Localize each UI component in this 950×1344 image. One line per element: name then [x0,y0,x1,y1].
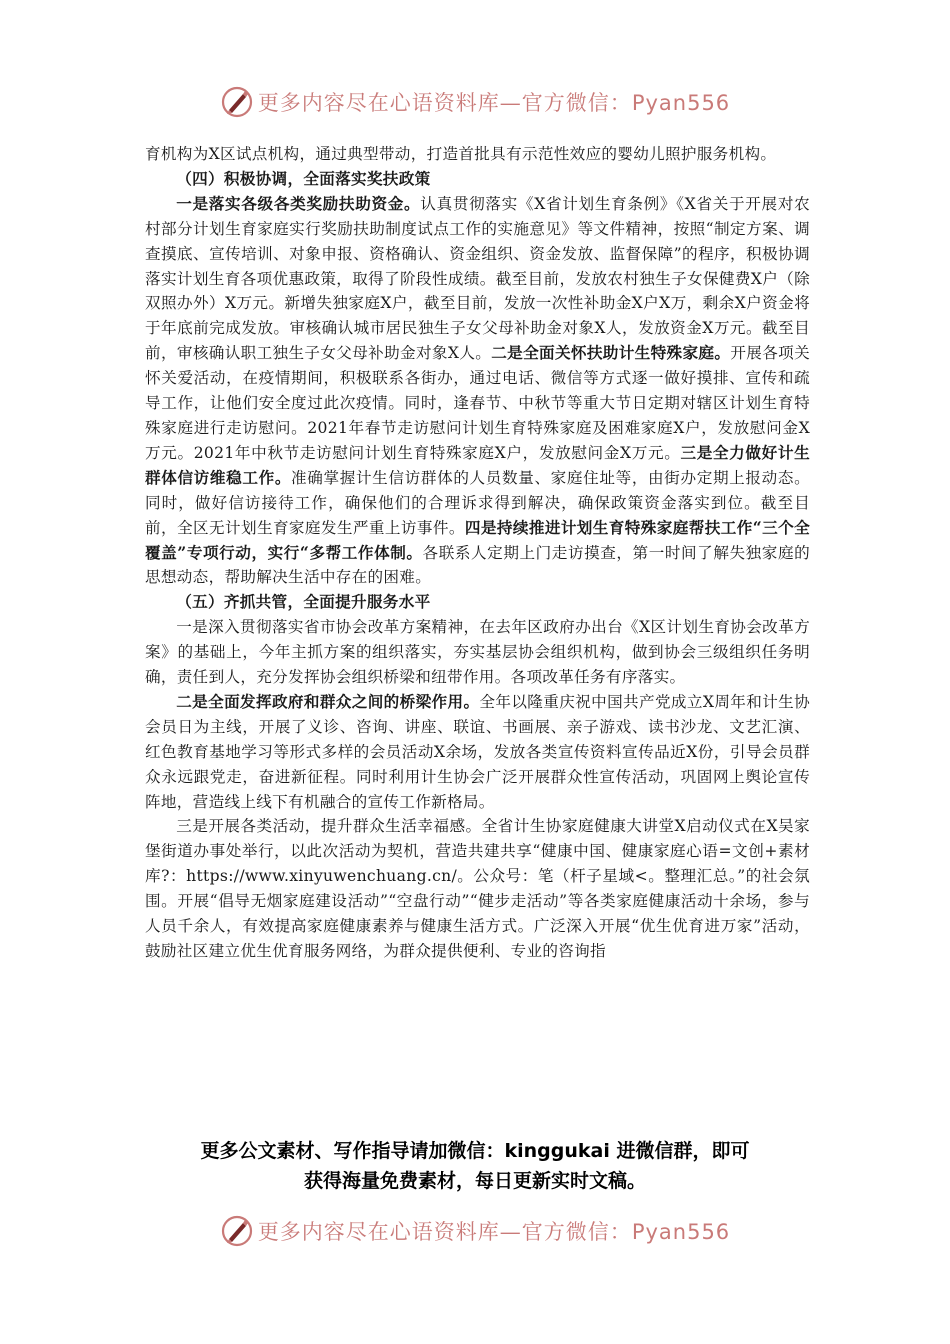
lead-phrase: 四是持续推进计划生育特殊家庭帮扶工作“三个全覆盖”专项行动，实行“多帮工作体制。 [145,517,810,562]
promo-banner [130,1136,820,1196]
paragraph-text: 认真贯彻落实《X省计划生育条例》《X省关于开展对农村部分计划生育家庭实行奖励扶助制度试点工作的实施意见》等文件精神，按照“制定方案、调查摸底、宣传培训、对象申报、资格确认、资金组织、资金发放、监督保障”的程序，积极协调落实计划生育各项优惠政策，取得了阶段性成绩。截至目前，发放农村独生子女保健费X户（除双照办外）X万元。新增失独家庭X户，截至目前，发放一次性补助金X户X万，剩余X户资金将于年底前完成发放。审核确认城市居民独生子女父母补助金对象X人，发放资金X万元。截至目前，审核确认职工独生子女父母补助金对象X人。 [145,194,810,363]
paragraph [145,814,810,963]
paragraph [145,615,810,690]
paragraph-text: 一是深入贯彻落实省市协会改革方案精神，在去年区政府办出台《X区计划生育协会改革方案》的基础上，今年主抓方案的组织落实，夯实基层协会组织机构，做到协会三级组织任务明确，责任到人，充分发挥协会组织桥梁和纽带作用。各项改革任务有序落实。 [145,618,810,687]
section-heading: （五）齐抓共管，全面提升服务水平 [176,592,431,612]
watermark-text: 更多内容尽在心语资料库—官方微信：Pyan556 [257,91,731,115]
lead-phrase: 二是全面关怀扶助计生特殊家庭。 [491,343,731,363]
paragraph-text: 开展各项关怀关爱活动，在疫情期间，积极联系各街办，通过电话、微信等方式逐一做好摸排、宣传和疏导工作，让他们安全度过此次疫情。同时，逢春节、中秋节等重大节日定期对辖区计划生育特殊家庭进行走访慰问。2021年春节走访慰问计划生育特殊家庭及困难家庭X户，发放慰问金X万元。2021年中秋节走访慰问计划生育特殊家庭X户，发放慰问金X万元。 [145,344,810,462]
paragraph: 育机构为X区试点机构，通过典型带动，打造首批具有示范性效应的婴幼儿照护服务机构。 [145,145,777,163]
paragraph-text: 各联系人定期上门走访摸查，第一时间了解失独家庭的思想动态，帮助解决生活中存在的困难。 [145,543,811,587]
watermark-text: 更多内容尽在心语资料库—官方微信：Pyan556 [257,1220,731,1244]
pen-logo-icon [220,85,254,119]
paragraph-text: 全年以隆重庆祝中国共产党成立X周年和计生协会员日为主线，开展了义诊、咨询、讲座、联谊、书画展、亲子游戏、读书沙龙、文艺汇演、红色教育基地学习等形式多样的会员活动X余场，发放各类宣传资料宣传品近X份，引导会员群众永远跟党走，奋进新征程。同时利用计生协会广泛开展群众性宣传活动，巩固网上舆论宣传阵地，营造线上线下有机融合的宣传工作新格局。 [145,692,811,811]
lead-phrase: 一是落实各级各类奖励扶助资金。 [176,193,421,213]
document-body [145,142,810,964]
lead-phrase: 二是全面发挥政府和群众之间的桥梁作用。 [176,691,480,711]
paragraph-text: 三是开展各类活动，提升群众生活幸福感。全省计生协家庭健康大讲堂X启动仪式在X吴家堡街道办事处举行，以此次活动为契机，营造共建共享“健康中国、健康家庭心语=文创+素材库?：https://www.xinyuwenchuang.cn/。公众号：笔（杆子星域<。整理汇总。”的社会氛围。开展“倡导无烟家庭建设活动”“空盘行动”“健步走活动”等各类家庭健康活动十余场，参与人员千余人，有效提高家庭健康素养与健康生活方式。广泛深入开展“优生优育进万家”活动，鼓励社区建立优生优育服务网络，为群众提供便利、专业的咨询指 [145,817,810,960]
section-heading: （四）积极协调，全面落实奖扶政策 [176,168,431,188]
paragraph-text: 准确掌握计生信访群体的人员数量、家庭住址等，由街办定期上报动态。同时，做好信访接待工作，确保他们的合理诉求得到解决，确保政策资金落实到位。截至目前，全区无计划生育家庭发生严重上访事件。 [145,468,810,537]
promo-line-2: 获得海量免费素材，每日更新实时文稿。 [303,1170,646,1192]
paragraph [145,690,810,815]
watermark-footer [0,1211,950,1251]
lead-phrase: 三是全力做好计生群体信访维稳工作。 [145,442,810,487]
promo-line-1: 更多公文素材、写作指导请加微信：kinggukai 进微信群，即可 [200,1140,750,1162]
watermark-header [0,82,950,122]
paragraph [145,192,810,591]
pen-logo-icon [220,1214,254,1248]
